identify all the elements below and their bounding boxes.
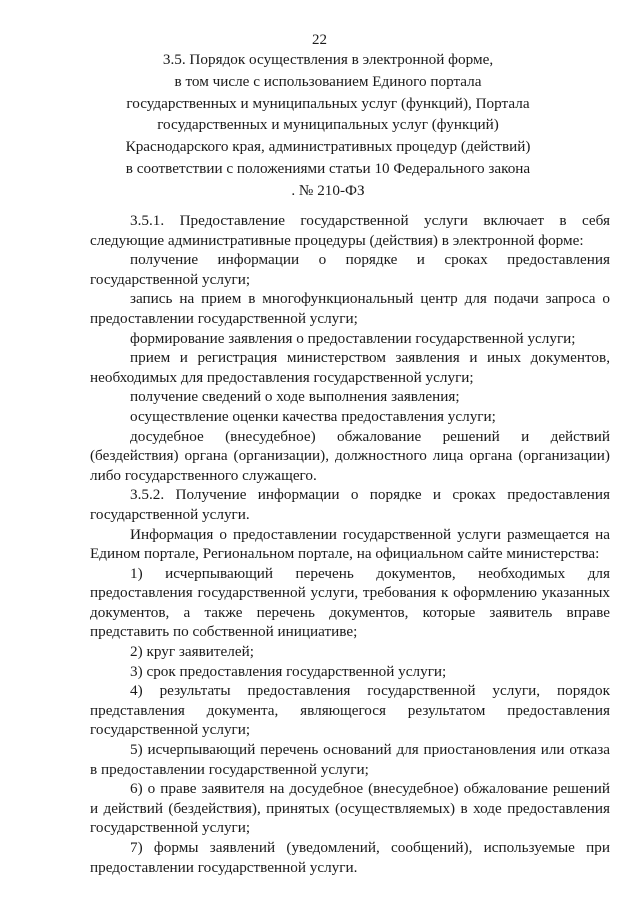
list-item: прием и регистрация министерством заявления и иных документов, необходимых для предоставления государственной услуги;	[90, 349, 610, 386]
paragraph-3-5-1: 3.5.1. Предоставление государственной услуги включает в себя следующие административные процедуры (действия) в электронной форме:	[90, 212, 610, 249]
heading-line: государственных и муниципальных услуг (функций)	[157, 116, 499, 134]
heading-line: Краснодарского края, административных процедур (действий)	[125, 138, 531, 156]
numbered-item: 2) круг заявителей;	[130, 643, 254, 661]
heading-line: в соответствии с положениями статьи 10 Федерального закона	[125, 159, 531, 177]
heading-line: в том числе с использованием Единого портала	[174, 72, 482, 90]
heading-line: государственных и муниципальных услуг (функций), Портала	[126, 94, 530, 112]
list-item: получение информации о порядке и сроках предоставления государственной услуги;	[90, 251, 610, 288]
numbered-item: 5) исчерпывающий перечень оснований для приостановления или отказа в предоставлении государственной услуги;	[90, 741, 610, 778]
list-item: получение сведений о ходе выполнения заявления;	[130, 388, 460, 406]
numbered-item: 6) о праве заявителя на досудебное (внесудебное) обжалование решений и действий (бездействия), принятых (осуществляемых) в ходе предоставления государственной услуги;	[90, 780, 610, 837]
paragraph: Информация о предоставлении государственной услуги размещается на Едином портале, Региональном портале, на официальном сайте министерства:	[90, 525, 610, 563]
document-body	[90, 211, 610, 877]
section-heading	[88, 49, 568, 202]
list-item: осуществление оценки качества предоставления услуги;	[130, 407, 496, 425]
heading-line: . № 210-ФЗ	[291, 181, 365, 199]
list-item: запись на прием в многофункциональный центр для подачи запроса о предоставлении государственной услуги;	[90, 290, 610, 327]
heading-line: 3.5. Порядок осуществления в электронной форме,	[162, 51, 494, 68]
numbered-item: 7) формы заявлений (уведомлений, сообщений), используемые при предоставлении государственной услуги.	[90, 839, 610, 876]
list-item: досудебное (внесудебное) обжалование решений и действий (бездействия) органа (организации), должностного лица органа (организации) либо государственного служащего.	[90, 427, 610, 484]
page-number: 22	[312, 32, 327, 48]
numbered-item: 4) результаты предоставления государственной услуги, порядок представления документа, являющегося результатом предоставления государственной услуги;	[90, 682, 610, 739]
list-item: формирование заявления о предоставлении государственной услуги;	[130, 329, 576, 347]
numbered-item: 3) срок предоставления государственной услуги;	[130, 662, 447, 680]
numbered-item: 1) исчерпывающий перечень документов, необходимых для предоставления государственной услуги, требования к оформлению указанных документов, а также перечень документов, которые заявитель вправе представить по собственной инициативе;	[90, 564, 610, 641]
paragraph-3-5-2: 3.5.2. Получение информации о порядке и сроках предоставления государственной услуги.	[90, 486, 610, 523]
